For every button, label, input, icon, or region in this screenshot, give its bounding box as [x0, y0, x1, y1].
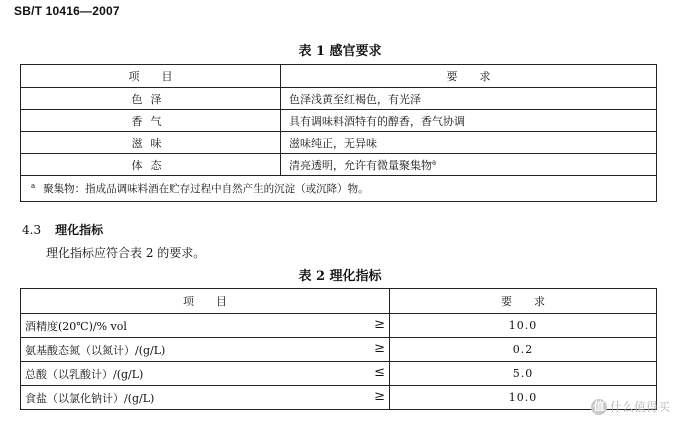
item-label: 酒精度(20℃)/% vol: [25, 319, 127, 333]
row-requirement: 具有调味料酒特有的醇香，香气协调: [281, 110, 657, 132]
physicochemical-table: [20, 288, 657, 410]
table-row: [21, 338, 657, 362]
row-item: 色泽: [21, 88, 281, 110]
table-header-row: [21, 65, 657, 88]
comparison-symbol: ≤: [374, 365, 385, 380]
footnote: [21, 176, 657, 202]
row-item: [21, 338, 390, 362]
row-requirement: [281, 154, 657, 176]
row-item: 滋味: [21, 132, 281, 154]
row-value: 10.0: [390, 386, 657, 410]
section-paragraph: 理化指标应符合表 2 的要求。: [46, 246, 206, 260]
row-item: 香气: [21, 110, 281, 132]
row-value: 5.0: [390, 362, 657, 386]
column-header-item: 项 目: [21, 289, 390, 314]
column-header-requirement: 要 求: [281, 65, 657, 88]
table-row: [21, 154, 657, 176]
item-label: 食盐（以氯化钠计）/(g/L): [25, 391, 155, 405]
footnote-mark: a: [31, 181, 36, 190]
row-value: 0.2: [390, 338, 657, 362]
row-item: 体态: [21, 154, 281, 176]
table-header-row: [21, 289, 657, 314]
column-header-requirement: 要 求: [390, 289, 657, 314]
table1-title: 表 1 感官要求: [298, 44, 382, 59]
row-item: [21, 314, 390, 338]
row-value: 10.0: [390, 314, 657, 338]
watermark-text: 什么值得买: [609, 400, 670, 414]
comparison-symbol: ≥: [374, 389, 385, 404]
table-row: [21, 88, 657, 110]
watermark: [591, 398, 670, 415]
sensory-requirements-table: [20, 64, 657, 202]
table-row: [21, 362, 657, 386]
section-heading: [22, 221, 103, 238]
item-label: 氨基酸态氮（以氮计）/(g/L): [25, 343, 166, 357]
item-label: 总酸（以乳酸计）/(g/L): [25, 367, 144, 381]
section-title: 理化指标: [55, 223, 104, 237]
watermark-logo-icon: 值: [591, 399, 607, 415]
section-number: 4.3: [22, 223, 42, 237]
row-requirement: 色泽浅黄至红褐色，有光泽: [281, 88, 657, 110]
requirement-text: 清亮透明，允许有微量聚集物: [289, 158, 432, 172]
table-row: [21, 314, 657, 338]
footnote-text: 聚集物：指成品调味料酒在贮存过程中自然产生的沉淀（或沉降）物。: [43, 183, 369, 195]
table-row: [21, 386, 657, 410]
row-item: [21, 362, 390, 386]
footnote-row: [21, 176, 657, 202]
comparison-symbol: ≥: [374, 317, 385, 332]
table2-title: 表 2 理化指标: [298, 269, 382, 284]
footnote-ref: a: [432, 157, 437, 166]
standard-code: SB/T 10416—2007: [14, 4, 120, 18]
comparison-symbol: ≥: [374, 341, 385, 356]
table-row: [21, 110, 657, 132]
table-row: [21, 132, 657, 154]
row-requirement: 滋味纯正，无异味: [281, 132, 657, 154]
column-header-item: 项 目: [21, 65, 281, 88]
row-item: [21, 386, 390, 410]
